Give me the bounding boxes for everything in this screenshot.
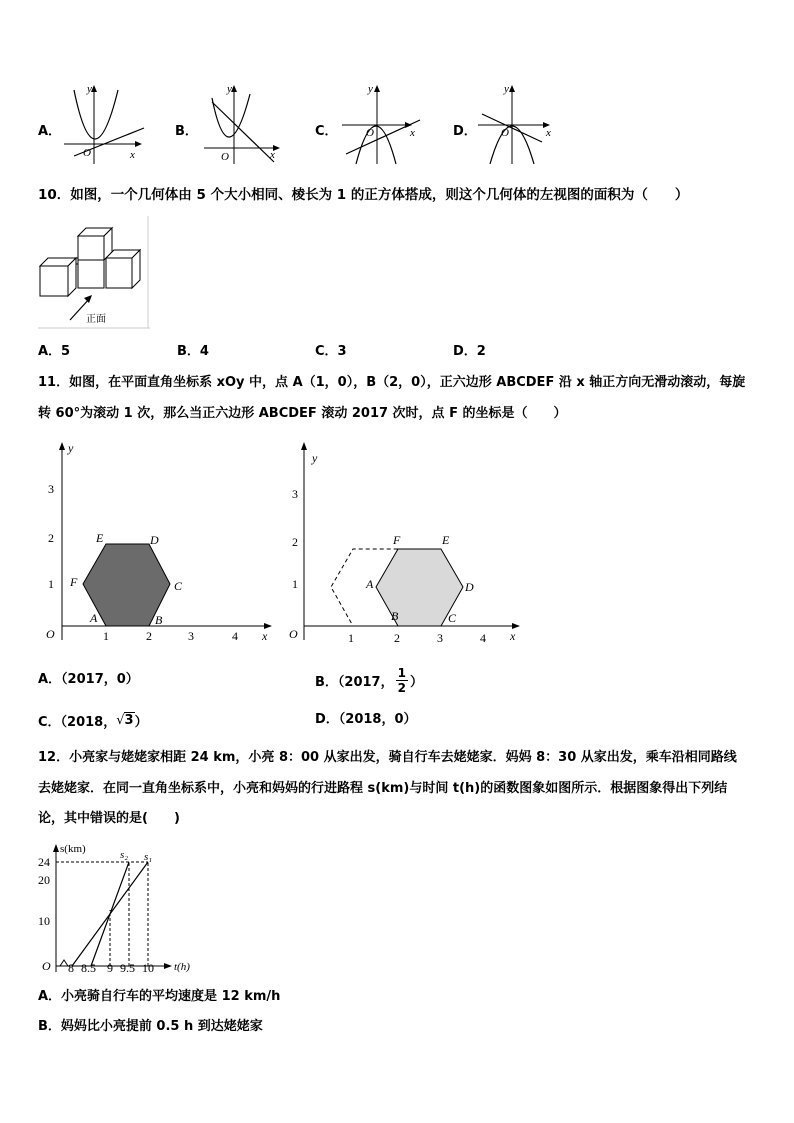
q10-front-label: 正面 [86, 314, 106, 325]
q9-c-x-label: x [410, 127, 415, 139]
q9-d-x-label: x [546, 127, 551, 139]
q10-option-b: B．4 [177, 344, 209, 359]
fraction-one-half: $\frac{1}{2}$ [397, 665, 406, 695]
svg-text:3: 3 [48, 482, 54, 496]
svg-text:F: F [70, 575, 78, 589]
q9-option-d-label: D． [453, 124, 477, 139]
svg-text:O: O [42, 959, 51, 973]
svg-text:2: 2 [48, 531, 54, 545]
svg-text:C: C [174, 579, 183, 593]
q9-option-b-graph [198, 78, 293, 166]
q9-option-a-label: A． [38, 124, 62, 139]
svg-text:9.5: 9.5 [120, 961, 135, 975]
q9-a-y-label: y [87, 83, 92, 95]
q11-figure-2 [284, 436, 529, 646]
svg-text:2: 2 [146, 629, 152, 643]
svg-text:x: x [262, 629, 268, 643]
q12-stem-line1: 12．小亮家与姥姥家相距 24 km，小亮 8：00 从家出发，骑自行车去姥姥家．妈妈 8：30 从家出发，乘车沿相同路线 [38, 750, 737, 765]
q12-option-b: B．妈妈比小亮提前 0.5 h 到达姥姥家 [38, 1019, 263, 1034]
svg-text:s₁: s₁ [144, 851, 153, 863]
q9-option-b-label: B． [175, 124, 198, 139]
svg-text:A: A [366, 577, 374, 591]
svg-text:3: 3 [188, 629, 194, 643]
svg-text:t(h): t(h) [174, 961, 190, 973]
svg-text:10: 10 [142, 961, 154, 975]
q9-d-y-label: y [504, 83, 509, 95]
svg-text:F: F [393, 533, 401, 547]
q10-option-c: C．3 [315, 344, 347, 359]
q9-a-x-label: x [130, 149, 135, 161]
svg-text:D: D [150, 533, 159, 547]
q9-option-a-graph [58, 78, 153, 166]
svg-text:O: O [289, 627, 298, 641]
q10-stem: 10．如图，一个几何体由 5 个大小相同、棱长为 1 的正方体搭成，则这个几何体的左视图的面积为（ ） [38, 187, 689, 203]
q9-option-c-graph [336, 78, 431, 166]
q11-stem-line2: 转 60°为滚动 1 次，那么当正六边形 ABCDEF 滚动 2017 次时，点 F 的坐标是（ ） [38, 406, 567, 421]
q9-a-origin: O [83, 147, 91, 159]
svg-text:1: 1 [48, 577, 54, 591]
svg-text:E: E [96, 531, 104, 545]
svg-text:y: y [312, 451, 318, 465]
svg-text:C: C [448, 611, 457, 625]
q11-figure-1 [36, 436, 276, 646]
svg-text:O: O [46, 627, 55, 641]
q9-b-y-label: y [227, 83, 232, 95]
q10-option-d: D．2 [453, 344, 486, 359]
q9-c-y-label: y [368, 83, 373, 95]
q10-cube-figure [36, 214, 152, 330]
q11-option-d: D．（2018，0） [315, 712, 417, 727]
q11-stem-line1: 11．如图，在平面直角坐标系 xOy 中，点 A（1，0），B（2，0），正六边形 ABCDEF 沿 x 轴正方向无滑动滚动，每旋 [38, 375, 746, 390]
svg-text:9: 9 [107, 961, 113, 975]
svg-text:24: 24 [38, 855, 50, 869]
q9-option-d-graph [472, 78, 567, 166]
svg-text:1: 1 [292, 577, 298, 591]
svg-text:2: 2 [394, 631, 400, 645]
svg-text:x: x [510, 629, 516, 643]
q11-option-b: B．（2017， $\frac{1}{2}$ ） [315, 665, 423, 695]
svg-text:1: 1 [103, 629, 109, 643]
q9-b-x-label: x [270, 149, 275, 161]
svg-text:1: 1 [348, 631, 354, 645]
q12-graph [36, 838, 206, 978]
q12-stem-line3: 论，其中错误的是( ) [38, 811, 180, 826]
svg-text:B: B [155, 613, 163, 627]
q9-b-origin: O [221, 151, 229, 163]
q11-option-a: A．（2017，0） [38, 672, 139, 687]
svg-text:E: E [442, 533, 450, 547]
svg-text:D: D [465, 580, 474, 594]
svg-text:2: 2 [292, 535, 298, 549]
q9-d-origin: O [501, 127, 509, 139]
svg-text:8.5: 8.5 [81, 961, 96, 975]
q12-stem-line2: 去姥姥家．在同一直角坐标系中，小亮和妈妈的行进路程 s(km)与时间 t(h)的函数图象如图所示．根据图象得出下列结 [38, 781, 728, 796]
q12-option-a: A．小亮骑自行车的平均速度是 12 km/h [38, 989, 281, 1004]
q9-c-origin: O [366, 127, 374, 139]
svg-text:A: A [90, 611, 98, 625]
svg-text:3: 3 [437, 631, 443, 645]
svg-text:3: 3 [292, 487, 298, 501]
svg-text:20: 20 [38, 873, 50, 887]
svg-text:y: y [68, 441, 74, 455]
q9-options [0, 78, 794, 168]
q10-option-a: A．5 [38, 344, 71, 359]
svg-text:s(km): s(km) [60, 843, 86, 855]
svg-text:4: 4 [232, 629, 238, 643]
sqrt-radicand: 3 [124, 713, 134, 728]
svg-text:4: 4 [480, 631, 486, 645]
q11-option-c: C．（2018， √ 3 ） [38, 712, 148, 730]
sqrt-sign: √ [116, 712, 125, 728]
svg-text:10: 10 [38, 914, 50, 928]
q9-option-c-label: C． [315, 124, 338, 139]
svg-text:s₂: s₂ [120, 849, 129, 861]
svg-text:B: B [391, 609, 399, 623]
svg-text:8: 8 [68, 961, 74, 975]
